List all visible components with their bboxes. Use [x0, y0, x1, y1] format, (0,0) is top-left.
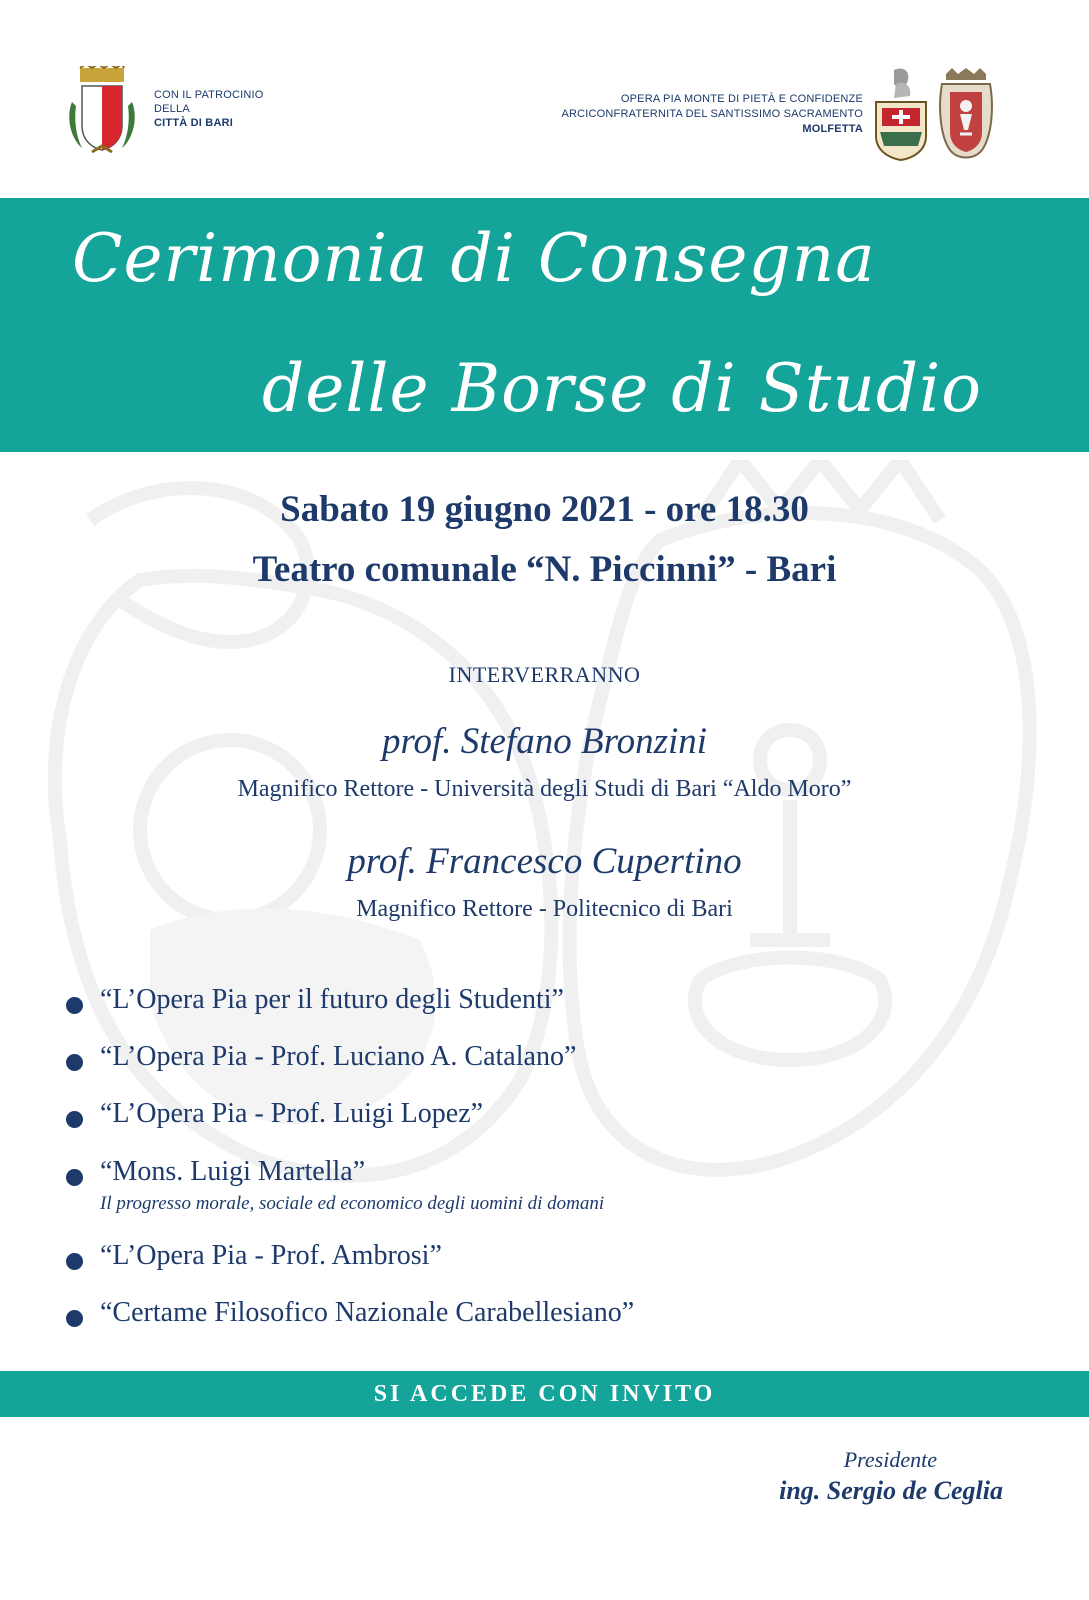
list-item-label: “L’Opera Pia - Prof. Luciano A. Catalano” — [100, 1041, 577, 1072]
list-item — [66, 1297, 1026, 1337]
signature-role: Presidente — [843, 1447, 937, 1472]
speaker-name-2: prof. Francesco Cupertino — [347, 841, 742, 882]
org-line-3: MOLFETTA — [802, 123, 863, 135]
speakers-heading: INTERVERRANNO — [448, 662, 641, 687]
speaker-role-1: Magnifico Rettore - Università degli Studi di Bari “Aldo Moro” — [237, 776, 852, 802]
bullet-icon — [66, 1169, 83, 1186]
title-band — [0, 198, 1089, 452]
signature-name: ing. Sergio de Ceglia — [779, 1476, 1003, 1505]
list-item — [66, 1240, 1026, 1280]
patron-line-3: CITTÀ DI BARI — [154, 117, 233, 129]
event-venue: Teatro comunale “N. Piccinni” - Bari — [252, 549, 837, 590]
list-item — [66, 1098, 1026, 1138]
list-item-label: “Mons. Luigi Martella” — [100, 1156, 366, 1187]
opera-pia-crest-icon — [872, 66, 930, 162]
patron-line-2: DELLA — [154, 103, 190, 115]
title-line-1: Cerimonia di Consegna — [72, 220, 876, 297]
list-item — [66, 1156, 1026, 1214]
bullet-icon — [66, 1054, 83, 1071]
list-item-label: “Certame Filosofico Nazionale Carabellesiano” — [100, 1297, 635, 1328]
org-line-1: OPERA PIA MONTE DI PIETÀ E CONFIDENZE — [620, 93, 863, 105]
list-item-label: “L’Opera Pia - Prof. Ambrosi” — [100, 1240, 442, 1271]
bullet-icon — [66, 1111, 83, 1128]
list-item-label: “L’Opera Pia per il futuro degli Studenti” — [100, 984, 564, 1015]
bullet-icon — [66, 1310, 83, 1327]
bullet-icon — [66, 997, 83, 1014]
org-line-2: ARCICONFRATERNITA DEL SANTISSIMO SACRAMENTO — [561, 108, 863, 120]
list-item-label: “L’Opera Pia - Prof. Luigi Lopez” — [100, 1098, 484, 1129]
confraternity-crest-icon — [936, 66, 996, 162]
speaker-name-1: prof. Stefano Bronzini — [381, 721, 708, 762]
list-item — [66, 1041, 1026, 1081]
bullet-icon — [66, 1253, 83, 1270]
title-line-2: delle Borse di Studio — [262, 350, 982, 427]
access-note-band: SI ACCEDE CON INVITO — [0, 1371, 1089, 1417]
organizer-block — [561, 92, 863, 137]
event-date: Sabato 19 giugno 2021 - ore 18.30 — [280, 489, 809, 530]
list-item-subtitle: Il progresso morale, sociale ed economico degli uomini di domani — [100, 1193, 605, 1214]
speaker-role-2: Magnifico Rettore - Politecnico di Bari — [356, 896, 733, 922]
city-of-bari-crest-icon — [66, 66, 138, 158]
list-item — [66, 984, 1026, 1024]
patronage-block — [66, 66, 326, 158]
patron-line-1: CON IL PATROCINIO — [154, 89, 264, 101]
